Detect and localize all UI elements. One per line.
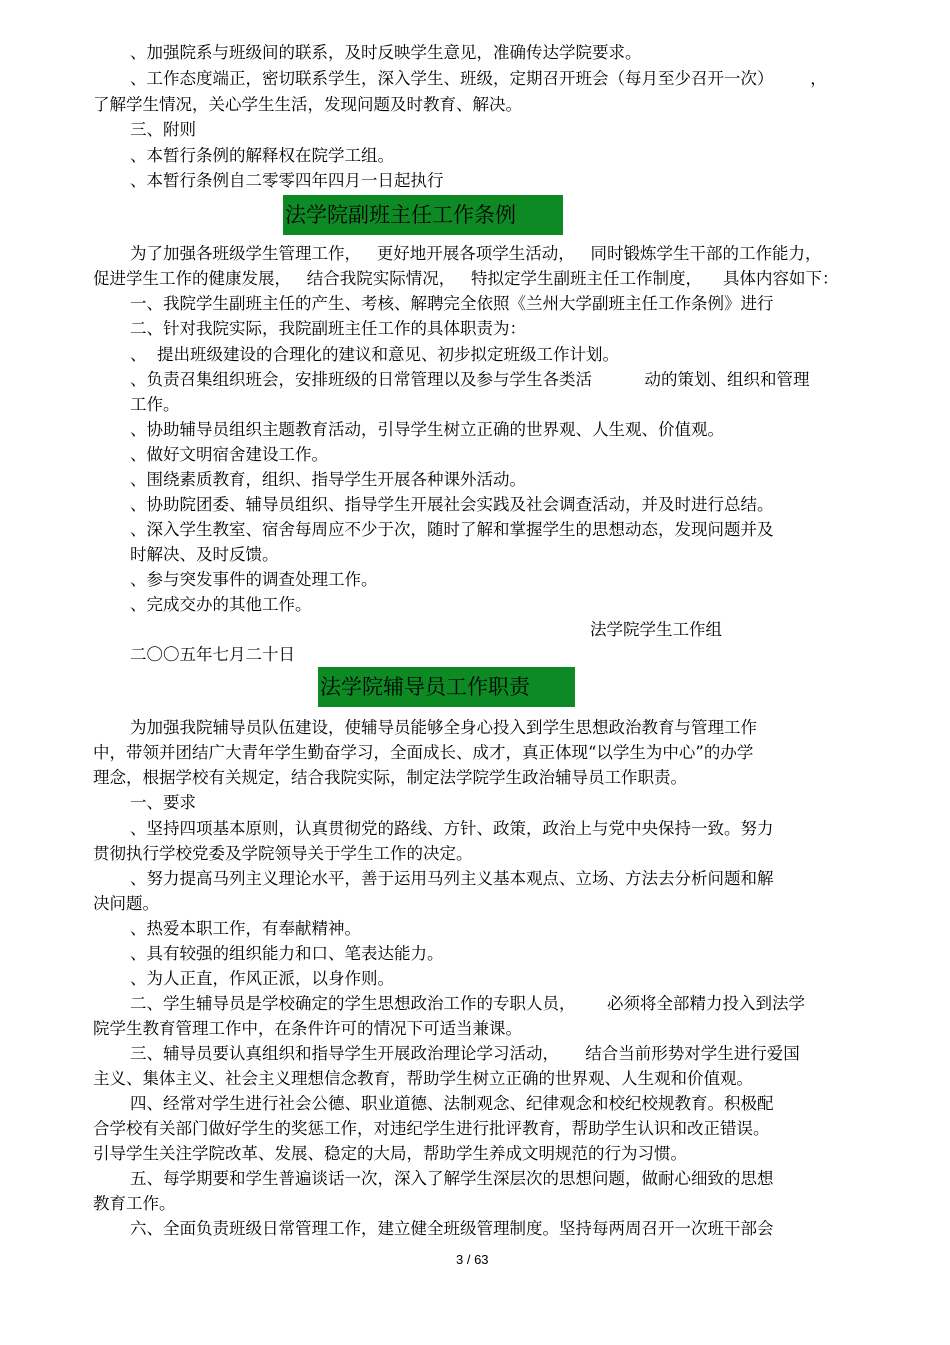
text-line: 、完成交办的其他工作。	[130, 595, 312, 614]
text-line: 二、针对我院实际，我院副班主任工作的具体职责为：	[130, 319, 526, 338]
text-line: 、具有较强的组织能力和口、笔表达能力。	[130, 944, 444, 963]
text-line: 、参与突发事件的调查处理工作。	[130, 570, 378, 589]
text-line: 、协助辅导员组织主题教育活动，引导学生树立正确的世界观、人生观、价值观。	[130, 420, 724, 439]
text-line: 主义、集体主义、社会主义理想信念教育，帮助学生树立正确的世界观、人生观和价值观。	[93, 1069, 753, 1088]
text-line: 、工作态度端正，密切联系学生，深入学生、班级，定期召开班会（每月至少召开一次） ，	[130, 69, 827, 88]
text-line: 引导学生关注学院改革、发展、稳定的大局，帮助学生养成文明规范的行为习惯。	[93, 1144, 687, 1163]
text-line: 、热爱本职工作，有奉献精神。	[130, 919, 361, 938]
section-heading: 法学院副班主任工作条例	[283, 195, 563, 235]
text-line: 、本暂行条例自二零零四年四月一日起执行	[130, 171, 444, 190]
text-line: 决问题。	[93, 894, 159, 913]
section-heading: 法学院辅导员工作职责	[318, 667, 575, 707]
text-line: 院学生教育管理工作中，在条件许可的情况下可适当兼课。	[93, 1019, 522, 1038]
text-line: 合学校有关部门做好学生的奖惩工作，对违纪学生进行批评教育，帮助学生认识和改正错误。	[93, 1119, 770, 1138]
signature-date: 二〇〇五年七月二十日	[130, 645, 295, 664]
text-line: 三、附则	[130, 120, 196, 139]
text-line: 、负责召集组织班会，安排班级的日常管理以及参与学生各类活 动的策划、组织和管理	[130, 370, 810, 389]
text-line: 、 提出班级建设的合理化的建议和意见、初步拟定班级工作计划。	[130, 345, 619, 364]
text-line: 为了加强各班级学生管理工作， 更好地开展各项学生活动， 同时锻炼学生干部的工作能力，	[130, 244, 822, 263]
text-line: 、为人正直，作风正派，以身作则。	[130, 969, 394, 988]
text-line: 工作。	[130, 395, 180, 414]
text-line: 了解学生情况，关心学生生活，发现问题及时教育、解决。	[93, 95, 522, 114]
signature-org: 法学院学生工作组	[590, 620, 722, 639]
text-line: 、深入学生教室、宿舍每周应不少于次，随时了解和掌握学生的思想动态，发现问题并及	[130, 520, 774, 539]
text-line: 一、我院学生副班主任的产生、考核、解聘完全依照《兰州大学副班主任工作条例》进行	[130, 294, 774, 313]
text-line: 一、要求	[130, 793, 196, 812]
text-line: 时解决、及时反馈。	[130, 545, 279, 564]
text-line: 、协助院团委、辅导员组织、指导学生开展社会实践及社会调查活动，并及时进行总结。	[130, 495, 774, 514]
text-line: 促进学生工作的健康发展， 结合我院实际情况， 特拟定学生副班主任工作制度， 具体内容如下：	[93, 269, 839, 288]
text-line: 、加强院系与班级间的联系，及时反映学生意见，准确传达学院要求。	[130, 43, 642, 62]
text-line: 、努力提高马列主义理论水平，善于运用马列主义基本观点、立场、方法去分析问题和解	[130, 869, 774, 888]
text-line: 、围绕素质教育，组织、指导学生开展各种课外活动。	[130, 470, 526, 489]
text-line: 、做好文明宿舍建设工作。	[130, 445, 328, 464]
text-line: 三、辅导员要认真组织和指导学生开展政治理论学习活动， 结合当前形势对学生进行爱国	[130, 1044, 800, 1063]
text-line: 五、每学期要和学生普遍谈话一次，深入了解学生深层次的思想问题，做耐心细致的思想	[130, 1169, 774, 1188]
text-line: 四、经常对学生进行社会公德、职业道德、法制观念、纪律观念和校纪校规教育。积极配	[130, 1094, 774, 1113]
text-line: 中，带领并团结广大青年学生勤奋学习，全面成长、成才，真正体现“以学生为中心”的办学	[93, 743, 754, 762]
text-line: 教育工作。	[93, 1194, 176, 1213]
text-line: 贯彻执行学校党委及学院领导关于学生工作的决定。	[93, 844, 473, 863]
text-line: 二、学生辅导员是学校确定的学生思想政治工作的专职人员， 必须将全部精力投入到法学	[130, 994, 805, 1013]
page-number: 3 / 63	[456, 1252, 489, 1267]
text-line: 、本暂行条例的解释权在院学工组。	[130, 146, 394, 165]
text-line: 为加强我院辅导员队伍建设，使辅导员能够全身心投入到学生思想政治教育与管理工作	[130, 718, 757, 737]
text-line: 理念，根据学校有关规定，结合我院实际，制定法学院学生政治辅导员工作职责。	[93, 768, 687, 787]
text-line: 、坚持四项基本原则，认真贯彻党的路线、方针、政策，政治上与党中央保持一致。努力	[130, 819, 774, 838]
text-line: 六、全面负责班级日常管理工作，建立健全班级管理制度。坚持每两周召开一次班干部会	[130, 1219, 774, 1238]
